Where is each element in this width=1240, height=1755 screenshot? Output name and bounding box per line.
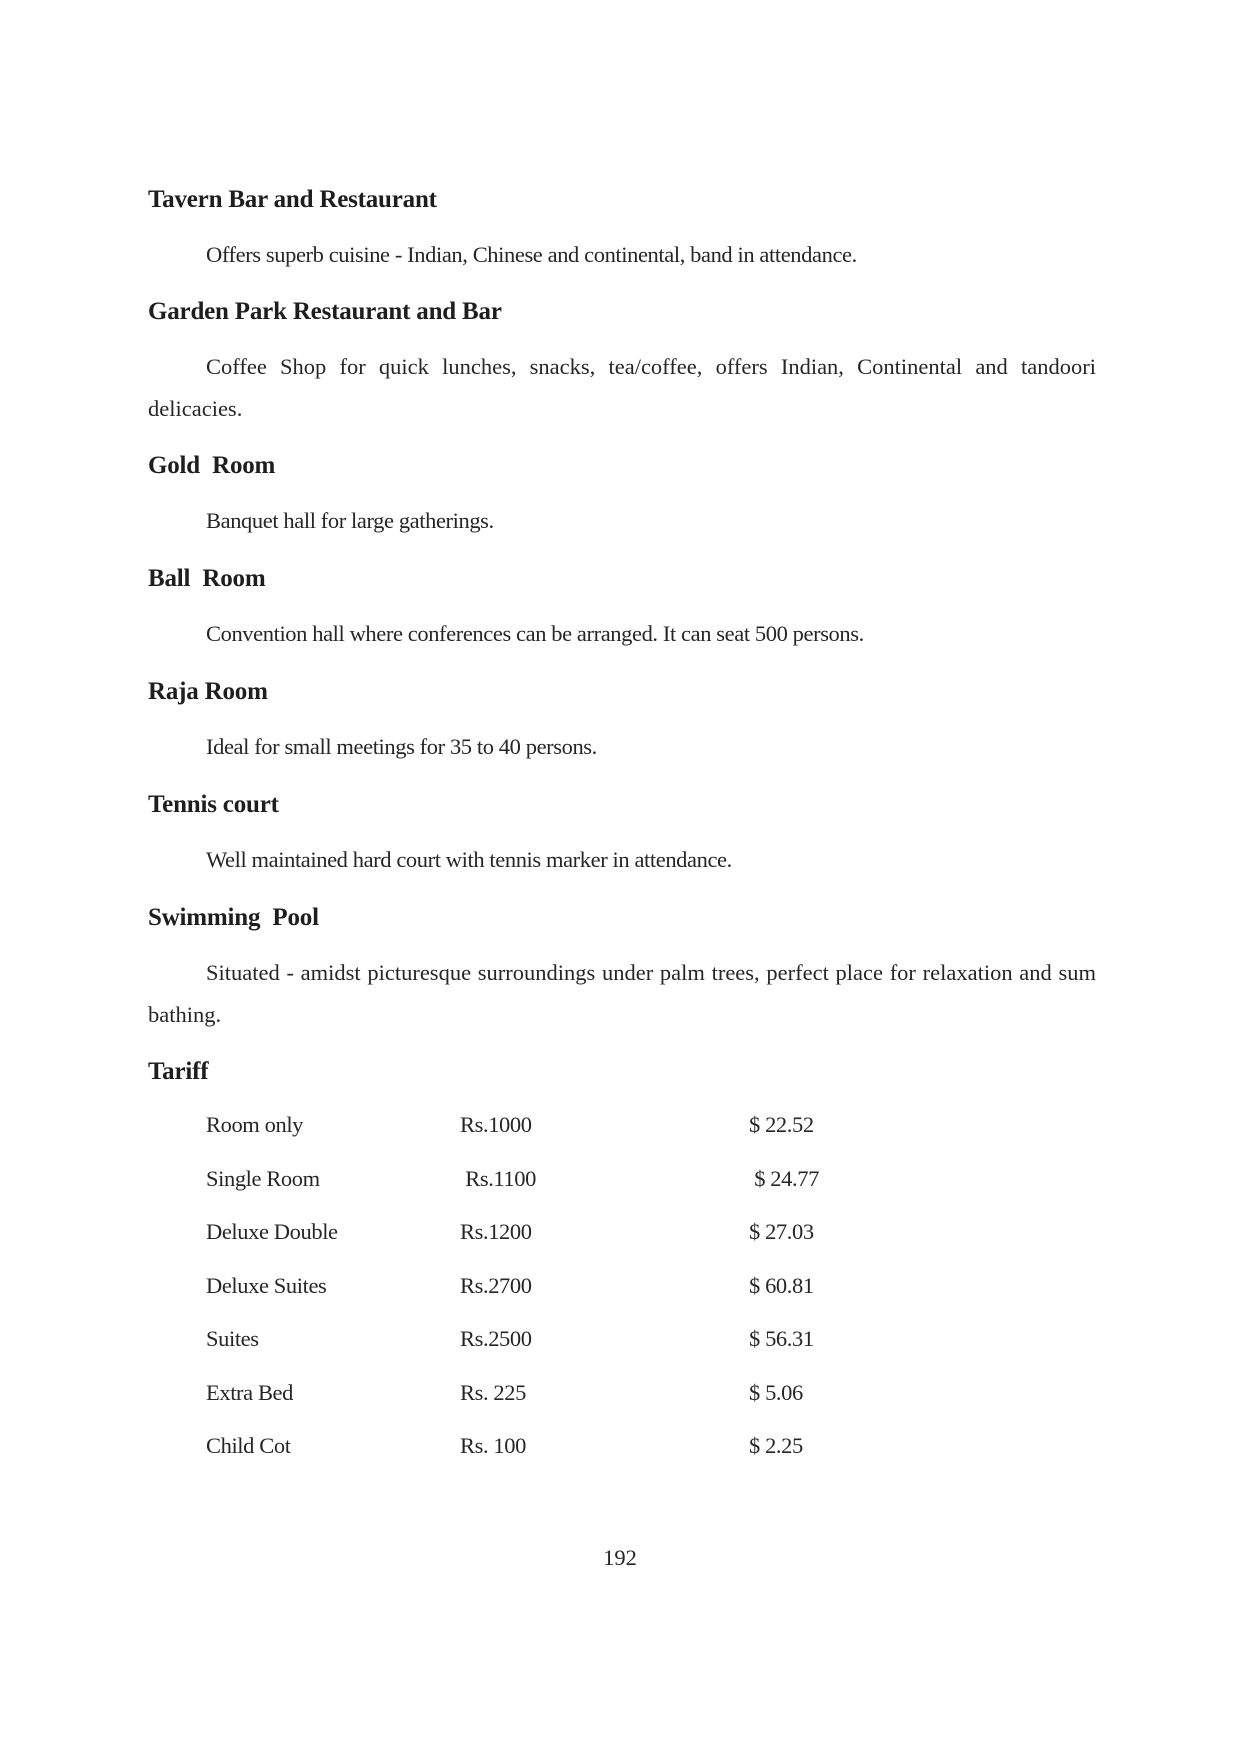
tariff-item: Extra Bed	[206, 1379, 293, 1405]
tariff-price-rs: Rs.2700	[460, 1272, 532, 1298]
tariff-item: Suites	[206, 1326, 259, 1351]
section-heading-swimming-pool: Swimming Pool	[148, 904, 319, 931]
tariff-item: Deluxe Double	[206, 1219, 338, 1244]
tariff-price-rs: Rs. 100	[460, 1433, 526, 1458]
section-heading-tennis-court: Tennis court	[148, 791, 279, 818]
section-text-swimming-pool: Situated - amidst picturesque surroundings under palm trees, perfect place for relaxation and sum bathing.	[148, 960, 1102, 1027]
tariff-price-rs: Rs. 225	[460, 1379, 526, 1405]
table-row	[206, 1433, 949, 1487]
section-heading-raja-room: Raja Room	[148, 678, 268, 705]
section-heading-ball-room: Ball Room	[148, 565, 266, 592]
table-row	[206, 1166, 949, 1220]
tariff-price-usd: $ 2.25	[749, 1433, 803, 1458]
page-number: 192	[603, 1545, 637, 1570]
tariff-price-usd: $ 24.77	[749, 1165, 819, 1191]
section-heading-gold-room: Gold Room	[148, 452, 276, 479]
section-text-tennis-court: Well maintained hard court with tennis marker in attendance.	[206, 847, 732, 872]
table-row	[206, 1219, 949, 1273]
tariff-table	[206, 1112, 949, 1487]
tariff-item: Room only	[206, 1112, 304, 1137]
tariff-price-usd: $ 27.03	[749, 1219, 814, 1244]
table-row	[206, 1380, 949, 1434]
tariff-price-usd: $ 56.31	[749, 1326, 814, 1351]
tariff-price-rs: Rs.1100	[460, 1165, 536, 1191]
tariff-item: Deluxe Suites	[206, 1272, 327, 1298]
section-text-raja-room: Ideal for small meetings for 35 to 40 persons.	[206, 734, 597, 759]
tariff-item: Child Cot	[206, 1433, 291, 1458]
tariff-heading: Tariff	[148, 1058, 209, 1085]
tariff-price-rs: Rs.1200	[460, 1219, 532, 1244]
tariff-price-rs: Rs.1000	[460, 1112, 532, 1137]
section-heading-garden-park: Garden Park Restaurant and Bar	[148, 298, 502, 325]
tariff-price-usd: $ 60.81	[749, 1272, 814, 1298]
tariff-price-rs: Rs.2500	[460, 1326, 532, 1351]
table-row	[206, 1273, 949, 1327]
tariff-item: Single Room	[206, 1165, 320, 1191]
section-text-ball-room: Convention hall where conferences can be arranged. It can seat 500 persons.	[206, 621, 864, 646]
table-row	[206, 1326, 949, 1380]
section-text-tavern: Offers superb cuisine - Indian, Chinese and continental, band in attendance.	[206, 242, 857, 267]
section-text-gold-room: Banquet hall for large gatherings.	[206, 508, 494, 533]
tariff-price-usd: $ 22.52	[749, 1112, 814, 1137]
section-heading-tavern: Tavern Bar and Restaurant	[148, 186, 437, 213]
section-text-garden-park: Coffee Shop for quick lunches, snacks, tea/coffee, offers Indian, Continental and tandoori delicacies.	[148, 354, 1102, 421]
tariff-price-usd: $ 5.06	[749, 1379, 803, 1405]
table-row	[206, 1112, 949, 1166]
